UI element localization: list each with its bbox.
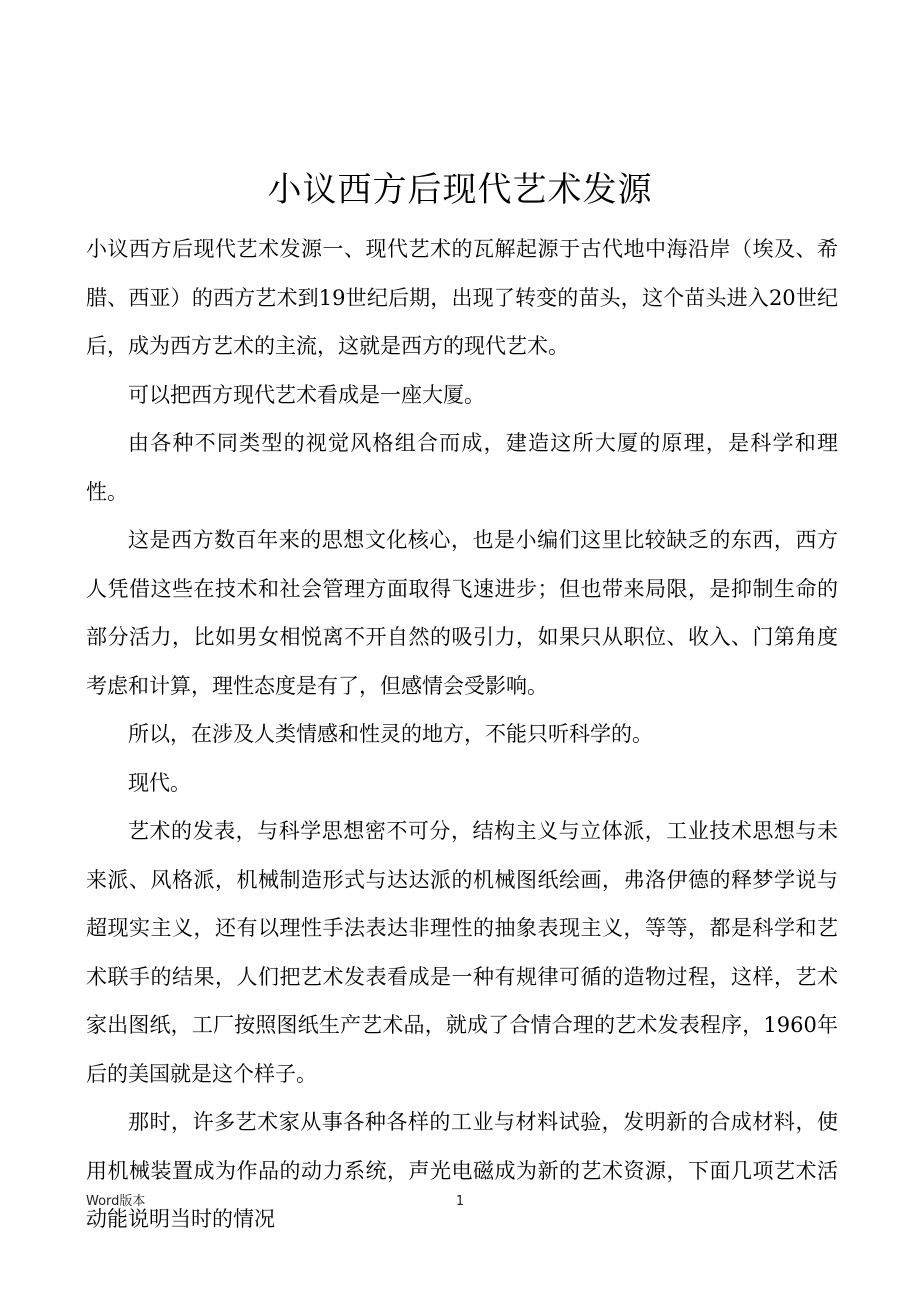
- document-body: [86, 225, 838, 1244]
- body-paragraph: 这是西方数百年来的思想文化核心，也是小编们这里比较缺乏的东西，西方人凭借这些在技术和社会管理方面取得飞速进步；但也带来局限，是抑制生命的部分活力，比如男女相悦离不开自然的吸引力，如果只从职位、收入、门第角度考虑和计算，理性态度是有了，但感情会受影响。: [86, 528, 838, 698]
- body-paragraph: 艺术的发表，与科学思想密不可分，结构主义与立体派，工业技术思想与未来派、风格派，机械制造形式与达达派的机械图纸绘画，弗洛伊德的释梦学说与超现实主义，还有以理性手法表达非理性的抽象表现主义，等等，都是科学和艺术联手的结果，人们把艺术发表看成是一种有规律可循的造物过程，这样，艺术家出图纸，工厂按照图纸生产艺术品，就成了合情合理的艺术发表程序，1960年后的美国就是这个样子。: [86, 819, 838, 1086]
- body-paragraph: 现代。: [128, 770, 191, 795]
- body-paragraph: 由各种不同类型的视觉风格组合而成，建造这所大厦的原理，是科学和理性。: [86, 431, 838, 504]
- body-paragraph: 那时，许多艺术家从事各种各样的工业与材料试验，发明新的合成材料，使用机械装置成为作品的动力系统，声光电磁成为新的艺术资源，下面几项艺术活动能说明当时的情况: [86, 1110, 838, 1231]
- footer-page-number: 1: [455, 1194, 465, 1209]
- document-title: 小议西方后现代艺术发源: [267, 169, 653, 210]
- body-paragraph: 可以把西方现代艺术看成是一座大厦。: [128, 382, 485, 407]
- body-paragraph: 小议西方后现代艺术发源一、现代艺术的瓦解起源于古代地中海沿岸（埃及、希腊、西亚）的西方艺术到19世纪后期，出现了转变的苗头，这个苗头进入20世纪后，成为西方艺术的主流，这就是西方的现代艺术。: [86, 237, 838, 358]
- body-paragraph: 所以，在涉及人类情感和性灵的地方，不能只听科学的。: [128, 722, 653, 746]
- footer-version-label: Word版本: [86, 1194, 146, 1209]
